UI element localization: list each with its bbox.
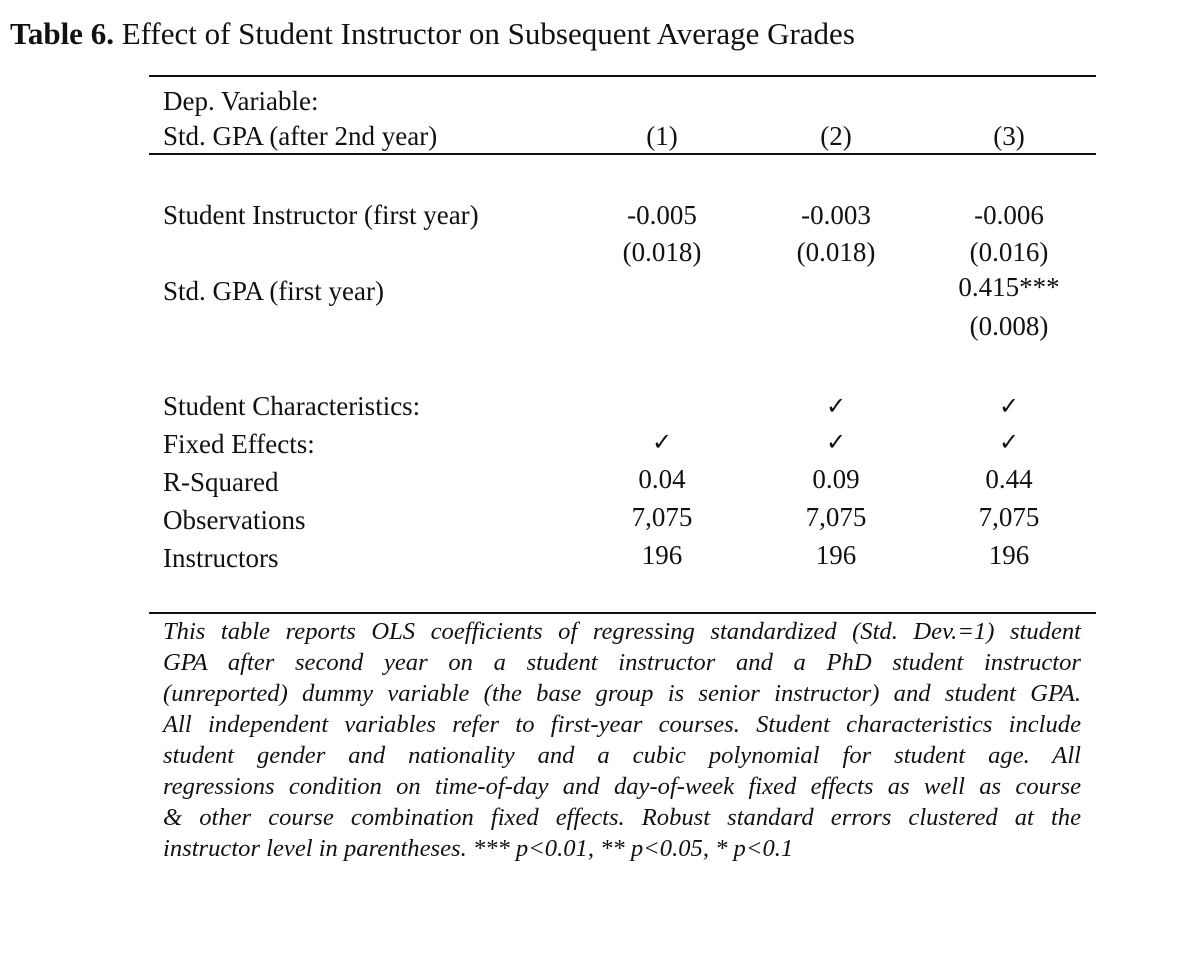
value-observations-3: 7,075 <box>978 502 1040 532</box>
dep-variable-name: Std. GPA (after 2nd year) <box>163 121 438 151</box>
row-label-student-instructor: Student Instructor (first year) <box>163 200 479 230</box>
row-label-r-squared: R-Squared <box>163 467 279 497</box>
note-line: GPA after second year on a student instructor and a PhD student instructor <box>163 649 1081 676</box>
note-line: (unreported) dummy variable (the base group is senior instructor) and student GPA. <box>163 680 1081 707</box>
row-label-student-characteristics: Student Characteristics: <box>163 391 421 421</box>
coef-std-gpa-first-year-3: 0.415*** <box>958 272 1060 302</box>
note-line: instructor level in parentheses. *** p<0.01, ** p<0.05, * p<0.1 <box>163 835 794 862</box>
check-fixed-effects-1: ✓ <box>651 428 673 456</box>
value-r-squared-2: 0.09 <box>812 464 860 494</box>
column-header-3: (3) <box>993 121 1025 151</box>
value-observations-2: 7,075 <box>805 502 867 532</box>
value-instructors-3: 196 <box>988 540 1030 570</box>
bottom-rule <box>149 612 1096 614</box>
check-student-characteristics-3: ✓ <box>998 392 1020 420</box>
check-fixed-effects-3: ✓ <box>998 428 1020 456</box>
row-label-observations: Observations <box>163 505 306 535</box>
column-header-2: (2) <box>820 121 852 151</box>
se-student-instructor-1: (0.018) <box>622 237 702 267</box>
row-label-std-gpa-first-year: Std. GPA (first year) <box>163 276 384 306</box>
coef-student-instructor-1: -0.005 <box>627 200 697 230</box>
se-student-instructor-3: (0.016) <box>969 237 1049 267</box>
column-header-1: (1) <box>646 121 678 151</box>
dep-variable-label: Dep. Variable: <box>163 86 319 116</box>
coef-student-instructor-3: -0.006 <box>974 200 1044 230</box>
coef-student-instructor-2: -0.003 <box>801 200 871 230</box>
row-label-fixed-effects: Fixed Effects: <box>163 429 315 459</box>
header-rule <box>149 153 1096 155</box>
note-line: All independent variables refer to first-year courses. Student characteristics include <box>163 711 1081 738</box>
table-number: Table 6. <box>10 16 114 51</box>
note-line: regressions condition on time-of-day and day-of-week fixed effects as well as course <box>163 773 1081 800</box>
table-caption: Effect of Student Instructor on Subsequent Average Grades <box>121 16 855 51</box>
value-observations-1: 7,075 <box>631 502 693 532</box>
value-r-squared-3: 0.44 <box>985 464 1033 494</box>
note-line: student gender and nationality and a cubic polynomial for student age. All <box>163 742 1081 769</box>
note-line: & other course combination fixed effects. Robust standard errors clustered at the <box>163 804 1081 831</box>
top-rule <box>149 75 1096 77</box>
value-instructors-1: 196 <box>641 540 683 570</box>
se-student-instructor-2: (0.018) <box>796 237 876 267</box>
value-instructors-2: 196 <box>815 540 857 570</box>
check-student-characteristics-2: ✓ <box>825 392 847 420</box>
table-note <box>163 616 1081 864</box>
row-label-instructors: Instructors <box>163 543 279 573</box>
value-r-squared-1: 0.04 <box>638 464 686 494</box>
note-line: This table reports OLS coefficients of regressing standardized (Std. Dev.=1) student <box>163 618 1081 645</box>
se-std-gpa-first-year-3: (0.008) <box>969 311 1049 341</box>
check-fixed-effects-2: ✓ <box>825 428 847 456</box>
table-title <box>10 16 855 52</box>
